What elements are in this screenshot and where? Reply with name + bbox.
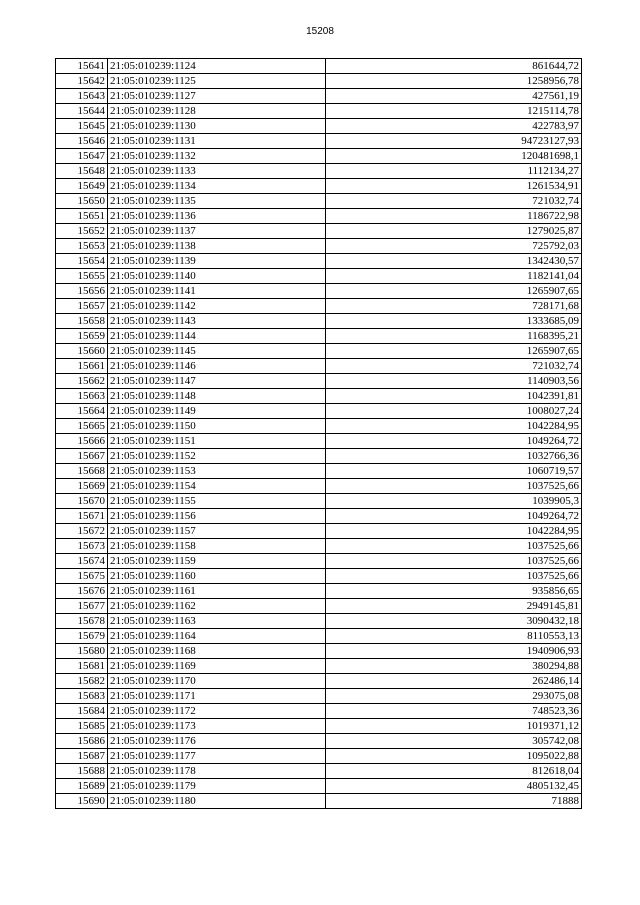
row-number-cell: 15654 bbox=[56, 254, 108, 269]
table-row bbox=[56, 449, 582, 464]
cadastral-value-cell: 3090432,18 bbox=[326, 614, 582, 629]
row-number-cell: 15648 bbox=[56, 164, 108, 179]
row-number-cell: 15649 bbox=[56, 179, 108, 194]
cadastral-number-cell: 21:05:010239:1162 bbox=[108, 599, 326, 614]
cadastral-value-cell: 861644,72 bbox=[326, 59, 582, 74]
row-number-cell: 15664 bbox=[56, 404, 108, 419]
cadastral-number-cell: 21:05:010239:1141 bbox=[108, 284, 326, 299]
table-row bbox=[56, 389, 582, 404]
cadastral-value-cell: 748523,36 bbox=[326, 704, 582, 719]
cadastral-number-cell: 21:05:010239:1128 bbox=[108, 104, 326, 119]
row-number-cell: 15642 bbox=[56, 74, 108, 89]
table-row bbox=[56, 629, 582, 644]
table-row bbox=[56, 614, 582, 629]
cadastral-number-cell: 21:05:010239:1163 bbox=[108, 614, 326, 629]
cadastral-number-cell: 21:05:010239:1131 bbox=[108, 134, 326, 149]
row-number-cell: 15671 bbox=[56, 509, 108, 524]
cadastral-value-cell: 1182141,04 bbox=[326, 269, 582, 284]
table-row bbox=[56, 674, 582, 689]
table-row bbox=[56, 464, 582, 479]
table-row bbox=[56, 299, 582, 314]
cadastral-number-cell: 21:05:010239:1156 bbox=[108, 509, 326, 524]
cadastral-number-cell: 21:05:010239:1170 bbox=[108, 674, 326, 689]
cadastral-value-cell: 305742,08 bbox=[326, 734, 582, 749]
row-number-cell: 15674 bbox=[56, 554, 108, 569]
row-number-cell: 15681 bbox=[56, 659, 108, 674]
table-row bbox=[56, 434, 582, 449]
table-row bbox=[56, 254, 582, 269]
table-row bbox=[56, 359, 582, 374]
row-number-cell: 15673 bbox=[56, 539, 108, 554]
cadastral-value-cell: 1215114,78 bbox=[326, 104, 582, 119]
table-row bbox=[56, 89, 582, 104]
table-row bbox=[56, 239, 582, 254]
row-number-cell: 15678 bbox=[56, 614, 108, 629]
cadastral-value-cell: 1037525,66 bbox=[326, 539, 582, 554]
table-row bbox=[56, 179, 582, 194]
row-number-cell: 15672 bbox=[56, 524, 108, 539]
cadastral-value-cell: 422783,97 bbox=[326, 119, 582, 134]
table-row bbox=[56, 329, 582, 344]
cadastral-value-cell: 1265907,65 bbox=[326, 284, 582, 299]
cadastral-number-cell: 21:05:010239:1144 bbox=[108, 329, 326, 344]
cadastral-number-cell: 21:05:010239:1160 bbox=[108, 569, 326, 584]
cadastral-number-cell: 21:05:010239:1164 bbox=[108, 629, 326, 644]
cadastral-number-cell: 21:05:010239:1151 bbox=[108, 434, 326, 449]
cadastral-number-cell: 21:05:010239:1145 bbox=[108, 344, 326, 359]
row-number-cell: 15662 bbox=[56, 374, 108, 389]
table-row bbox=[56, 419, 582, 434]
table-row bbox=[56, 209, 582, 224]
cadastral-value-cell: 1019371,12 bbox=[326, 719, 582, 734]
cadastral-number-cell: 21:05:010239:1150 bbox=[108, 419, 326, 434]
cadastral-value-cell: 812618,04 bbox=[326, 764, 582, 779]
table-row bbox=[56, 599, 582, 614]
row-number-cell: 15652 bbox=[56, 224, 108, 239]
cadastral-number-cell: 21:05:010239:1148 bbox=[108, 389, 326, 404]
cadastral-value-cell: 1342430,57 bbox=[326, 254, 582, 269]
row-number-cell: 15646 bbox=[56, 134, 108, 149]
row-number-cell: 15660 bbox=[56, 344, 108, 359]
cadastral-number-cell: 21:05:010239:1135 bbox=[108, 194, 326, 209]
table-row bbox=[56, 659, 582, 674]
cadastral-value-cell: 1265907,65 bbox=[326, 344, 582, 359]
table-row bbox=[56, 479, 582, 494]
row-number-cell: 15687 bbox=[56, 749, 108, 764]
cadastral-number-cell: 21:05:010239:1179 bbox=[108, 779, 326, 794]
row-number-cell: 15688 bbox=[56, 764, 108, 779]
cadastral-number-cell: 21:05:010239:1153 bbox=[108, 464, 326, 479]
cadastral-value-cell: 2949145,81 bbox=[326, 599, 582, 614]
cadastral-value-cell: 1039905,3 bbox=[326, 494, 582, 509]
table-body bbox=[56, 59, 582, 809]
table-row bbox=[56, 644, 582, 659]
cadastral-number-cell: 21:05:010239:1155 bbox=[108, 494, 326, 509]
cadastral-number-cell: 21:05:010239:1159 bbox=[108, 554, 326, 569]
cadastral-number-cell: 21:05:010239:1169 bbox=[108, 659, 326, 674]
cadastral-number-cell: 21:05:010239:1149 bbox=[108, 404, 326, 419]
table-row bbox=[56, 314, 582, 329]
row-number-cell: 15656 bbox=[56, 284, 108, 299]
cadastral-number-cell: 21:05:010239:1124 bbox=[108, 59, 326, 74]
row-number-cell: 15684 bbox=[56, 704, 108, 719]
cadastral-value-cell: 262486,14 bbox=[326, 674, 582, 689]
cadastral-value-cell: 4805132,45 bbox=[326, 779, 582, 794]
table-row bbox=[56, 269, 582, 284]
table-row bbox=[56, 764, 582, 779]
cadastral-number-cell: 21:05:010239:1158 bbox=[108, 539, 326, 554]
cadastral-value-cell: 1049264,72 bbox=[326, 434, 582, 449]
row-number-cell: 15676 bbox=[56, 584, 108, 599]
cadastral-number-cell: 21:05:010239:1176 bbox=[108, 734, 326, 749]
cadastral-value-cell: 1261534,91 bbox=[326, 179, 582, 194]
row-number-cell: 15661 bbox=[56, 359, 108, 374]
table-row bbox=[56, 149, 582, 164]
table-row bbox=[56, 494, 582, 509]
row-number-cell: 15647 bbox=[56, 149, 108, 164]
row-number-cell: 15645 bbox=[56, 119, 108, 134]
row-number-cell: 15641 bbox=[56, 59, 108, 74]
cadastral-number-cell: 21:05:010239:1146 bbox=[108, 359, 326, 374]
row-number-cell: 15650 bbox=[56, 194, 108, 209]
row-number-cell: 15666 bbox=[56, 434, 108, 449]
row-number-cell: 15670 bbox=[56, 494, 108, 509]
row-number-cell: 15668 bbox=[56, 464, 108, 479]
cadastral-number-cell: 21:05:010239:1168 bbox=[108, 644, 326, 659]
table-row bbox=[56, 734, 582, 749]
page-number: 15208 bbox=[306, 26, 334, 37]
row-number-cell: 15675 bbox=[56, 569, 108, 584]
cadastral-value-cell: 1060719,57 bbox=[326, 464, 582, 479]
row-number-cell: 15665 bbox=[56, 419, 108, 434]
table-row bbox=[56, 704, 582, 719]
table-row bbox=[56, 509, 582, 524]
cadastral-value-cell: 935856,65 bbox=[326, 584, 582, 599]
cadastral-number-cell: 21:05:010239:1161 bbox=[108, 584, 326, 599]
row-number-cell: 15667 bbox=[56, 449, 108, 464]
cadastral-number-cell: 21:05:010239:1147 bbox=[108, 374, 326, 389]
cadastral-value-cell: 94723127,93 bbox=[326, 134, 582, 149]
cadastral-number-cell: 21:05:010239:1139 bbox=[108, 254, 326, 269]
table-row bbox=[56, 164, 582, 179]
table-row bbox=[56, 689, 582, 704]
row-number-cell: 15653 bbox=[56, 239, 108, 254]
table-row bbox=[56, 719, 582, 734]
cadastral-value-cell: 1333685,09 bbox=[326, 314, 582, 329]
cadastral-number-cell: 21:05:010239:1172 bbox=[108, 704, 326, 719]
table-row bbox=[56, 554, 582, 569]
table-row bbox=[56, 344, 582, 359]
cadastral-number-cell: 21:05:010239:1152 bbox=[108, 449, 326, 464]
row-number-cell: 15669 bbox=[56, 479, 108, 494]
cadastral-number-cell: 21:05:010239:1133 bbox=[108, 164, 326, 179]
cadastral-value-cell: 1140903,56 bbox=[326, 374, 582, 389]
row-number-cell: 15657 bbox=[56, 299, 108, 314]
row-number-cell: 15643 bbox=[56, 89, 108, 104]
row-number-cell: 15690 bbox=[56, 794, 108, 809]
cadastral-number-cell: 21:05:010239:1125 bbox=[108, 74, 326, 89]
table-row bbox=[56, 749, 582, 764]
row-number-cell: 15677 bbox=[56, 599, 108, 614]
cadastral-number-cell: 21:05:010239:1127 bbox=[108, 89, 326, 104]
table-row bbox=[56, 404, 582, 419]
table-row bbox=[56, 284, 582, 299]
cadastral-number-cell: 21:05:010239:1177 bbox=[108, 749, 326, 764]
cadastral-number-cell: 21:05:010239:1132 bbox=[108, 149, 326, 164]
cadastral-value-cell: 1042391,81 bbox=[326, 389, 582, 404]
cadastral-value-cell: 721032,74 bbox=[326, 194, 582, 209]
cadastral-value-cell: 380294,88 bbox=[326, 659, 582, 674]
cadastral-value-cell: 8110553,13 bbox=[326, 629, 582, 644]
cadastral-value-table bbox=[55, 58, 582, 809]
cadastral-value-cell: 1042284,95 bbox=[326, 524, 582, 539]
cadastral-value-cell: 1042284,95 bbox=[326, 419, 582, 434]
row-number-cell: 15683 bbox=[56, 689, 108, 704]
cadastral-number-cell: 21:05:010239:1142 bbox=[108, 299, 326, 314]
row-number-cell: 15682 bbox=[56, 674, 108, 689]
row-number-cell: 15679 bbox=[56, 629, 108, 644]
cadastral-number-cell: 21:05:010239:1138 bbox=[108, 239, 326, 254]
table-row bbox=[56, 524, 582, 539]
cadastral-value-cell: 1112134,27 bbox=[326, 164, 582, 179]
cadastral-number-cell: 21:05:010239:1140 bbox=[108, 269, 326, 284]
cadastral-value-cell: 1095022,88 bbox=[326, 749, 582, 764]
cadastral-number-cell: 21:05:010239:1154 bbox=[108, 479, 326, 494]
row-number-cell: 15644 bbox=[56, 104, 108, 119]
cadastral-value-cell: 1279025,87 bbox=[326, 224, 582, 239]
cadastral-value-cell: 1049264,72 bbox=[326, 509, 582, 524]
cadastral-value-cell: 1258956,78 bbox=[326, 74, 582, 89]
row-number-cell: 15685 bbox=[56, 719, 108, 734]
cadastral-number-cell: 21:05:010239:1173 bbox=[108, 719, 326, 734]
cadastral-value-cell: 71888 bbox=[326, 794, 582, 809]
row-number-cell: 15689 bbox=[56, 779, 108, 794]
cadastral-number-cell: 21:05:010239:1137 bbox=[108, 224, 326, 239]
cadastral-value-cell: 1008027,24 bbox=[326, 404, 582, 419]
table-row bbox=[56, 224, 582, 239]
cadastral-value-cell: 1186722,98 bbox=[326, 209, 582, 224]
cadastral-value-cell: 728171,68 bbox=[326, 299, 582, 314]
cadastral-value-cell: 721032,74 bbox=[326, 359, 582, 374]
cadastral-number-cell: 21:05:010239:1157 bbox=[108, 524, 326, 539]
table-row bbox=[56, 59, 582, 74]
row-number-cell: 15663 bbox=[56, 389, 108, 404]
cadastral-number-cell: 21:05:010239:1130 bbox=[108, 119, 326, 134]
cadastral-number-cell: 21:05:010239:1178 bbox=[108, 764, 326, 779]
cadastral-value-cell: 427561,19 bbox=[326, 89, 582, 104]
cadastral-value-cell: 293075,08 bbox=[326, 689, 582, 704]
cadastral-number-cell: 21:05:010239:1134 bbox=[108, 179, 326, 194]
table-row bbox=[56, 194, 582, 209]
table-row bbox=[56, 569, 582, 584]
cadastral-number-cell: 21:05:010239:1136 bbox=[108, 209, 326, 224]
cadastral-value-cell: 1032766,36 bbox=[326, 449, 582, 464]
row-number-cell: 15686 bbox=[56, 734, 108, 749]
row-number-cell: 15655 bbox=[56, 269, 108, 284]
row-number-cell: 15658 bbox=[56, 314, 108, 329]
table-row bbox=[56, 374, 582, 389]
cadastral-value-cell: 1940906,93 bbox=[326, 644, 582, 659]
cadastral-value-cell: 725792,03 bbox=[326, 239, 582, 254]
row-number-cell: 15651 bbox=[56, 209, 108, 224]
cadastral-value-cell: 1037525,66 bbox=[326, 569, 582, 584]
table-row bbox=[56, 104, 582, 119]
cadastral-number-cell: 21:05:010239:1180 bbox=[108, 794, 326, 809]
cadastral-value-cell: 1037525,66 bbox=[326, 479, 582, 494]
table-row bbox=[56, 539, 582, 554]
table-row bbox=[56, 779, 582, 794]
table-row bbox=[56, 584, 582, 599]
cadastral-value-cell: 1037525,66 bbox=[326, 554, 582, 569]
cadastral-number-cell: 21:05:010239:1143 bbox=[108, 314, 326, 329]
table-row bbox=[56, 794, 582, 809]
table-row bbox=[56, 74, 582, 89]
table-row bbox=[56, 119, 582, 134]
row-number-cell: 15680 bbox=[56, 644, 108, 659]
cadastral-value-cell: 120481698,1 bbox=[326, 149, 582, 164]
cadastral-number-cell: 21:05:010239:1171 bbox=[108, 689, 326, 704]
table-row bbox=[56, 134, 582, 149]
row-number-cell: 15659 bbox=[56, 329, 108, 344]
cadastral-value-cell: 1168395,21 bbox=[326, 329, 582, 344]
